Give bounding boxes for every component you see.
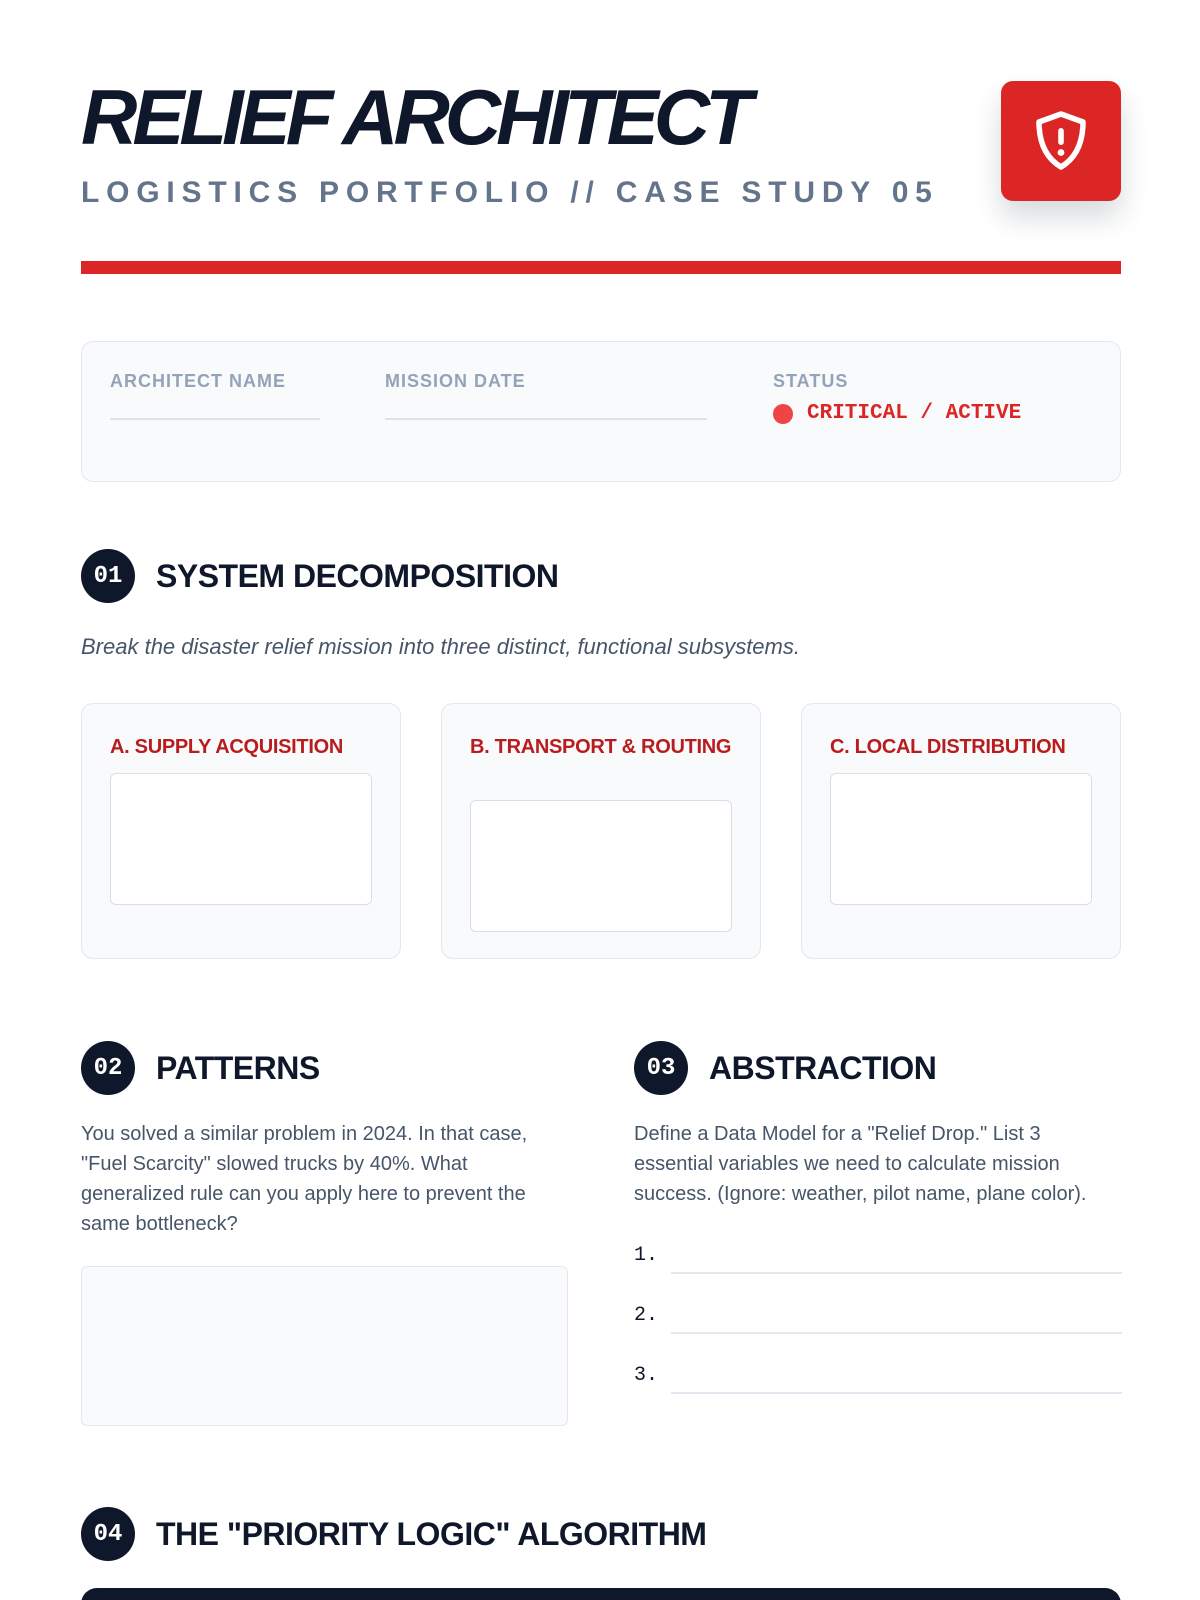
- section-02-header: [81, 1041, 320, 1095]
- section-title: ABSTRACTION: [709, 1050, 937, 1086]
- section-title: SYSTEM DECOMPOSITION: [156, 558, 559, 594]
- prompt-line: essential variables we need to calculate mission: [634, 1153, 1060, 1175]
- prompt-line: same bottleneck?: [81, 1213, 238, 1235]
- decomposition-instructions: Break the disaster relief mission into three distinct, functional subsystems.: [81, 634, 800, 659]
- variable-input-1[interactable]: [671, 1272, 1122, 1274]
- mission-date-input[interactable]: [385, 418, 707, 420]
- subsystem-card-supply: [81, 703, 401, 959]
- subsystem-label: B. TRANSPORT & ROUTING: [470, 736, 732, 758]
- subsystem-input-supply[interactable]: [110, 773, 372, 905]
- prompt-line: success. (Ignore: weather, pilot name, plane color).: [634, 1183, 1087, 1205]
- section-04-header: [81, 1507, 706, 1561]
- algorithm-panel: [81, 1588, 1121, 1600]
- variable-row-3: [634, 1354, 1124, 1394]
- status-field: [773, 372, 848, 390]
- status-value: CRITICAL / ACTIVE: [807, 402, 1022, 425]
- section-number-badge: 02: [81, 1041, 135, 1095]
- section-01-header: [81, 549, 558, 603]
- section-number-badge: 04: [81, 1507, 135, 1561]
- architect-name-input[interactable]: [110, 418, 320, 420]
- subsystem-label: A. SUPPLY ACQUISITION: [110, 736, 344, 758]
- section-number-badge: 01: [81, 549, 135, 603]
- section-title: PATTERNS: [156, 1050, 320, 1086]
- header: [81, 72, 1121, 222]
- variable-number: 3.: [634, 1364, 659, 1387]
- variable-input-3[interactable]: [671, 1392, 1122, 1394]
- status-label: STATUS: [773, 371, 849, 391]
- variable-number: 1.: [634, 1244, 659, 1267]
- mission-info-card: [81, 341, 1121, 482]
- section-title: THE "PRIORITY LOGIC" ALGORITHM: [156, 1516, 707, 1552]
- subsystem-input-transport[interactable]: [470, 800, 732, 932]
- patterns-answer-textarea[interactable]: [81, 1266, 568, 1426]
- header-divider: [81, 261, 1121, 274]
- prompt-line: You solved a similar problem in 2024. In that case,: [81, 1123, 528, 1145]
- mission-date-label: MISSION DATE: [385, 371, 526, 391]
- mission-date-field: [385, 372, 526, 390]
- status-dot-icon: [773, 404, 793, 424]
- variable-row-1: [634, 1234, 1124, 1274]
- architect-name-field: [110, 372, 286, 390]
- shield-alert-icon: [1032, 109, 1090, 173]
- patterns-prompt: [81, 1119, 527, 1239]
- subsystem-label: C. LOCAL DISTRIBUTION: [830, 736, 1066, 758]
- prompt-line: generalized rule can you apply here to prevent the: [81, 1183, 526, 1205]
- section-03-header: [634, 1041, 936, 1095]
- shield-badge: [1001, 81, 1121, 201]
- abstraction-prompt: [634, 1119, 1086, 1209]
- subsystem-input-distribution[interactable]: [830, 773, 1092, 905]
- variable-input-2[interactable]: [671, 1332, 1122, 1334]
- status-badge: [773, 402, 1021, 425]
- variable-number: 2.: [634, 1304, 659, 1327]
- architect-name-label: ARCHITECT NAME: [110, 371, 286, 391]
- subsystem-card-distribution: [801, 703, 1121, 959]
- section-number-badge: 03: [634, 1041, 688, 1095]
- subsystem-card-transport: [441, 703, 761, 959]
- variable-row-2: [634, 1294, 1124, 1334]
- page-title: RELIEF ARCHITECT: [81, 73, 748, 161]
- page-subtitle: LOGISTICS PORTFOLIO // CASE STUDY 05: [81, 176, 939, 209]
- prompt-line: "Fuel Scarcity" slowed trucks by 40%. What: [81, 1153, 468, 1175]
- prompt-line: Define a Data Model for a "Relief Drop." List 3: [634, 1123, 1041, 1145]
